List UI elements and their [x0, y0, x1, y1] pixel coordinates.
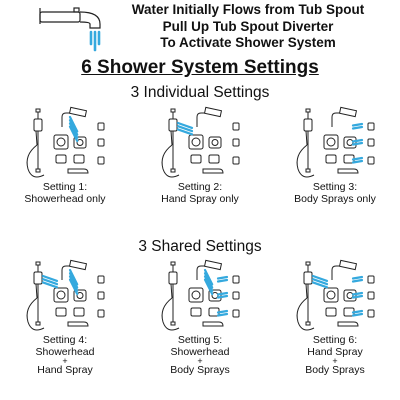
- setting-3-panel: [280, 105, 390, 245]
- body-spray-jets: [233, 276, 239, 317]
- shared-settings-heading: 3 Shared Settings: [138, 238, 262, 255]
- page-title: 6 Shower System Settings: [81, 57, 319, 78]
- setting-4-line-2: Showerhead: [35, 346, 95, 358]
- showerhead-icon: [197, 107, 221, 127]
- shower-system-diagram: [145, 258, 255, 338]
- plus-sign: +: [197, 356, 203, 366]
- tub-spout: [203, 169, 223, 173]
- setting-2-description: Hand Spray only: [161, 193, 239, 205]
- hand-spray-water: [313, 276, 327, 287]
- hand-spray-water: [43, 276, 57, 287]
- header-line-1: Water Initially Flows from Tub Spout: [131, 2, 365, 17]
- setting-6-panel: [280, 258, 390, 398]
- header-instructions: [118, 2, 378, 52]
- shower-system-diagram: [10, 105, 120, 185]
- shower-system-diagram: [280, 258, 390, 338]
- body-spray-jets: [98, 123, 104, 164]
- setting-4-line-3: Hand Spray: [37, 364, 93, 376]
- shower-valve: [189, 135, 221, 163]
- shower-valve: [324, 135, 356, 163]
- body-spray-jets: [98, 276, 104, 317]
- tub-spout: [338, 169, 358, 173]
- setting-1-description: Showerhead only: [24, 193, 106, 205]
- setting-4-caption: [10, 334, 120, 376]
- tub-spout: [68, 322, 88, 326]
- showerhead-icon: [332, 260, 356, 280]
- setting-3-description: Body Sprays only: [294, 193, 376, 205]
- body-spray-jets: [368, 123, 374, 164]
- setting-2-panel: [145, 105, 255, 245]
- shower-valve: [54, 288, 86, 316]
- setting-1-panel: [10, 105, 120, 245]
- setting-1-caption: [10, 181, 120, 205]
- header-line-3: To Activate Shower System: [160, 35, 336, 50]
- tub-spout: [203, 322, 223, 326]
- setting-6-line-3: Body Sprays: [305, 364, 365, 376]
- setting-4-panel: [10, 258, 120, 398]
- setting-3-label: Setting 3:: [312, 181, 358, 193]
- shower-system-diagram: [10, 258, 120, 338]
- setting-5-line-3: Body Sprays: [170, 364, 230, 376]
- tub-spout: [338, 322, 358, 326]
- showerhead-water: [70, 270, 77, 294]
- setting-5-line-2: Showerhead: [170, 346, 230, 358]
- body-spray-jets: [233, 123, 239, 164]
- shower-valve: [54, 135, 86, 163]
- setting-5-panel: [145, 258, 255, 398]
- setting-5-label: Setting 5:: [177, 334, 223, 346]
- shower-valve: [324, 288, 356, 316]
- hand-spray-water: [178, 123, 192, 134]
- plus-sign: +: [332, 356, 338, 366]
- setting-2-label: Setting 2:: [177, 181, 223, 193]
- setting-1-label: Setting 1:: [42, 181, 88, 193]
- setting-3-caption: [280, 181, 390, 205]
- shower-valve: [189, 288, 221, 316]
- setting-6-line-2: Hand Spray: [307, 346, 363, 358]
- header-line-2: Pull Up Tub Spout Diverter: [162, 18, 334, 34]
- plus-sign: +: [62, 356, 68, 366]
- tub-spout-icon: [38, 4, 108, 52]
- showerhead-water: [70, 117, 77, 141]
- setting-2-caption: [145, 181, 255, 205]
- individual-settings-heading: 3 Individual Settings: [130, 84, 270, 101]
- setting-4-label: Setting 4:: [42, 334, 88, 346]
- shower-system-diagram: [280, 105, 390, 185]
- showerhead-water: [205, 270, 212, 294]
- tub-spout: [68, 169, 88, 173]
- setting-5-caption: [145, 334, 255, 376]
- setting-6-caption: [280, 334, 390, 376]
- body-spray-jets: [368, 276, 374, 317]
- setting-6-label: Setting 6:: [312, 334, 358, 346]
- showerhead-icon: [332, 107, 356, 127]
- shower-system-diagram: [145, 105, 255, 185]
